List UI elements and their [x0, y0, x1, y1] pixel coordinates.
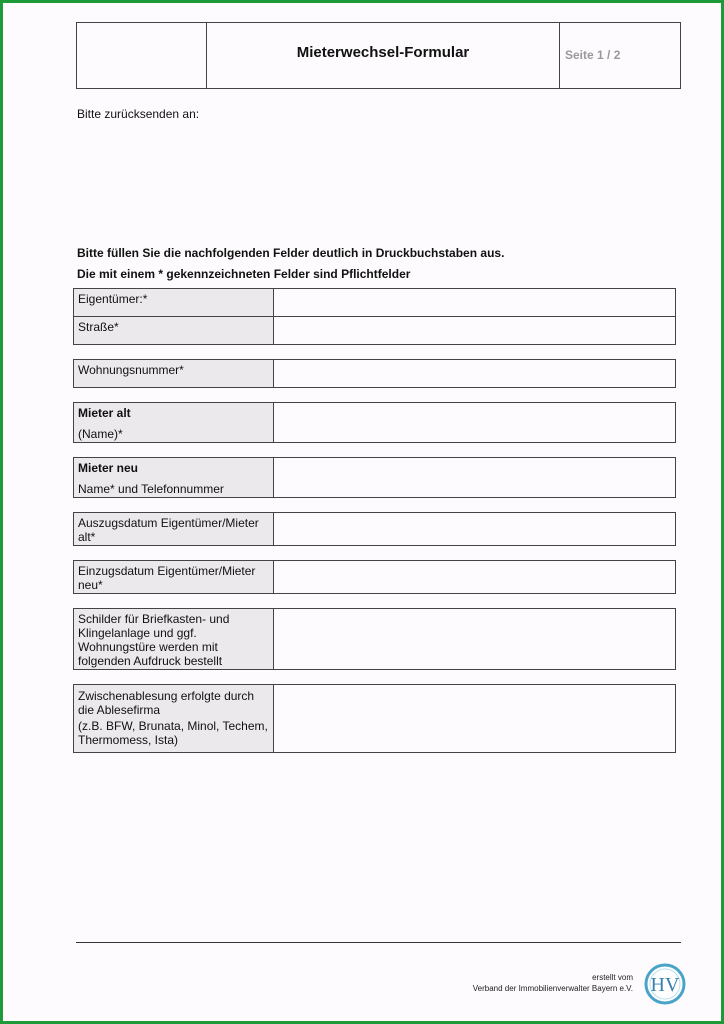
row-schilder	[73, 608, 676, 670]
association-logo-icon	[644, 963, 686, 1005]
label-zwischenablesung-line2: (z.B. BFW, Brunata, Minol, Techem, Thermomess, Ista)	[78, 719, 268, 747]
page-indicator: Seite 1 / 2	[565, 47, 621, 62]
label-mieter-alt	[74, 403, 274, 442]
label-wohnungsnummer: Wohnungsnummer*	[74, 360, 274, 387]
label-zwischenablesung	[74, 685, 274, 752]
label-mieter-neu-sub: Name* und Telefonnummer	[78, 482, 224, 496]
label-eigentuemer: Eigentümer:*	[74, 289, 274, 317]
form-title: Mieterwechsel-Formular	[207, 23, 560, 88]
field-mieter-alt[interactable]	[274, 403, 675, 442]
row-wohnungsnummer	[73, 359, 676, 388]
label-mieter-neu	[74, 458, 274, 497]
row-mieter-neu	[73, 457, 676, 498]
label-mieter-neu-title: Mieter neu	[78, 461, 139, 475]
form-header	[76, 22, 681, 89]
row-mieter-alt	[73, 402, 676, 443]
footer-divider	[76, 942, 681, 943]
field-wohnungsnummer[interactable]	[274, 360, 675, 387]
row-zwischenablesung	[73, 684, 676, 753]
footer-credit	[473, 972, 633, 994]
field-einzugsdatum[interactable]	[274, 561, 675, 593]
return-address-label: Bitte zurücksenden an:	[77, 107, 200, 121]
row-auszugsdatum	[73, 512, 676, 546]
instruction-line-1: Bitte füllen Sie die nachfolgenden Felder deutlich in Druckbuchstaben aus.	[77, 246, 505, 260]
field-mieter-neu[interactable]	[274, 458, 675, 497]
label-einzugsdatum: Einzugsdatum Eigentümer/Mieter neu*	[74, 561, 274, 593]
label-mieter-alt-title: Mieter alt	[78, 406, 131, 420]
label-zwischenablesung-line1: Zwischenablesung erfolgte durch die Ablesefirma	[78, 689, 255, 717]
field-auszugsdatum[interactable]	[274, 513, 675, 545]
field-eigentuemer[interactable]	[274, 289, 675, 317]
row-einzugsdatum	[73, 560, 676, 594]
header-blank-cell	[77, 23, 207, 88]
label-auszugsdatum: Auszugsdatum Eigentümer/Mieter alt*	[74, 513, 274, 545]
credit-line-1: erstellt vom	[592, 973, 633, 982]
label-schilder: Schilder für Briefkasten- und Klingelanlage und ggf. Wohnungstüre werden mit folgenden Aufdruck bestellt	[74, 609, 274, 669]
field-schilder[interactable]	[274, 609, 675, 669]
row-eigentuemer	[73, 288, 676, 317]
row-strasse	[73, 316, 676, 345]
label-mieter-alt-sub: (Name)*	[78, 427, 123, 441]
credit-line-2: Verband der Immobilienverwalter Bayern e.V.	[472, 984, 633, 993]
logo-text: HV	[650, 974, 680, 996]
field-zwischenablesung[interactable]	[274, 685, 675, 752]
instruction-line-2: Die mit einem * gekennzeichneten Felder sind Pflichtfelder	[77, 267, 411, 281]
field-strasse[interactable]	[274, 317, 675, 344]
label-strasse: Straße*	[74, 317, 274, 344]
